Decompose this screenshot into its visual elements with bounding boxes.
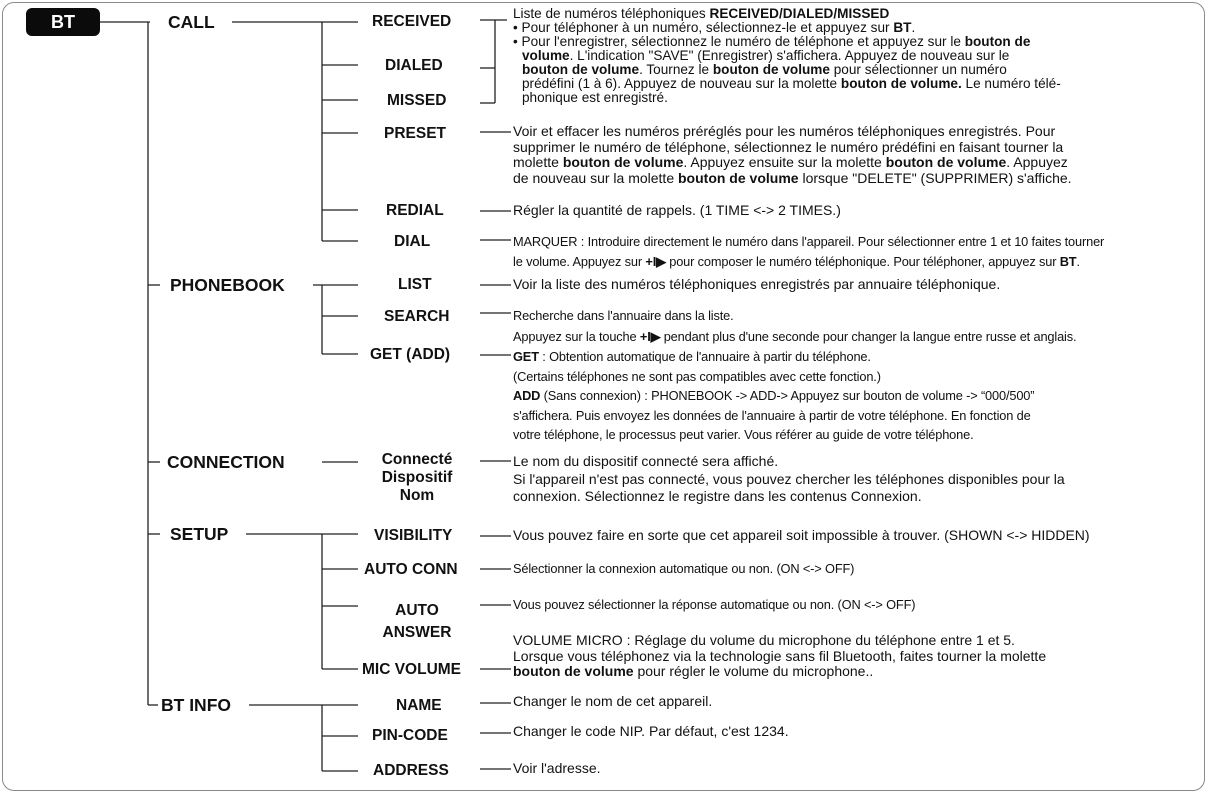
desc-get-add [513, 347, 1034, 445]
item-redial: REDIAL [386, 202, 444, 219]
desc-dial-line1: MARQUER : Introduire directement le numéro dans l'appareil. Pour sélectionner entre 1 et 10 faites tourner [513, 234, 1105, 249]
desc-dial-line2: le volume. Appuyez sur +I▶ pour composer le numéro téléphonique. Pour téléphoner, appuyez sur BT. [513, 254, 1080, 269]
desc-connection-line3: connexion. Sélectionnez le registre dans les contenus Connexion. [513, 488, 922, 504]
desc-preset-line4: de nouveau sur la molette bouton de volume lorsque "DELETE" (SUPPRIMER) s'affiche. [513, 169, 1072, 186]
desc-redial: Régler la quantité de rappels. (1 TIME <-> 2 TIMES.) [513, 202, 841, 218]
desc-mic-volume-line3: bouton de volume pour régler le volume du microphone.. [513, 663, 874, 679]
item-dialed: DIALED [385, 57, 443, 74]
desc-list: Voir la liste des numéros téléphoniques enregistrés par annuaire téléphonique. [513, 276, 1001, 292]
category-call: CALL [168, 12, 215, 32]
item-preset: PRESET [384, 125, 447, 142]
desc-address: Voir l'adresse. [513, 760, 601, 776]
desc-search [513, 305, 1076, 347]
desc-connection-line1: Le nom du dispositif connecté sera affiché. [513, 453, 779, 469]
category-bt-info: BT INFO [161, 695, 231, 715]
skip-forward-icon: +I▶ [645, 254, 666, 269]
desc-name: Changer le nom de cet appareil. [513, 693, 713, 709]
item-connected-device-name-line2: Dispositif [381, 469, 453, 486]
desc-get-add-line4: s'affichera. Puis envoyez les données de l'annuaire à partir de votre téléphone. En fonction de [513, 407, 1031, 423]
desc-get-add-line5: votre téléphone, le processus peut varier. Vous référer au guide de votre téléphone. [513, 427, 974, 443]
item-dial: DIAL [394, 233, 431, 250]
category-connection: CONNECTION [167, 452, 285, 472]
desc-call-lists-line4: volume. L'indication "SAVE" (Enregistrer) s'affichera. Appuyez de nouveau sur le [522, 48, 1010, 63]
item-received: RECEIVED [372, 13, 452, 30]
desc-get-add-line3: ADD (Sans connexion) : PHONEBOOK -> ADD-> Appuyez sur bouton de volume -> “000/500” [513, 388, 1035, 404]
desc-call-lists [513, 7, 1061, 105]
item-visibility: VISIBILITY [374, 527, 453, 544]
desc-call-lists-line1: Liste de numéros téléphoniques RECEIVED/DIALED/MISSED [513, 6, 890, 21]
item-auto-answer [362, 600, 472, 644]
desc-connection-line2: Si l'appareil n'est pas connecté, vous pouvez chercher les téléphones disponibles pour la [513, 470, 1065, 487]
item-auto-answer-line1: AUTO [395, 602, 439, 619]
item-connected-device-name [362, 451, 472, 505]
desc-auto-answer: Vous pouvez sélectionner la réponse automatique ou non. (ON <-> OFF) [513, 597, 916, 612]
desc-preset-line2: supprimer le numéro de téléphone, sélectionnez le numéro prédéfini en faisant tourner la [513, 138, 1064, 155]
desc-auto-conn: Sélectionner la connexion automatique ou non. (ON <-> OFF) [513, 561, 855, 576]
desc-search-line1: Recherche dans l'annuaire dans la liste. [513, 308, 734, 323]
desc-call-lists-line2: • Pour téléphoner à un numéro, sélectionnez-le et appuyez sur BT. [513, 20, 916, 35]
item-get-add: GET (ADD) [370, 346, 451, 363]
desc-mic-volume-line2: Lorsque vous téléphonez via la technologie sans fil Bluetooth, faites tourner la molette [513, 647, 1047, 664]
desc-mic-volume [513, 633, 1046, 680]
desc-get-add-line2: (Certains téléphones ne sont pas compatibles avec cette fonction.) [513, 368, 881, 384]
desc-connection [513, 453, 1065, 506]
desc-call-lists-line5: bouton de volume. Tournez le bouton de volume pour sélectionner un numéro [522, 62, 1007, 77]
desc-dial [513, 232, 1104, 272]
desc-preset-line3: molette bouton de volume. Appuyez ensuite sur la molette bouton de volume. Appuyez [513, 154, 1068, 170]
desc-call-lists-line7: phonique est enregistré. [522, 90, 668, 105]
item-search: SEARCH [384, 308, 450, 325]
desc-visibility: Vous pouvez faire en sorte que cet appareil soit impossible à trouver. (SHOWN <-> HIDDEN) [513, 527, 1090, 543]
category-phonebook: PHONEBOOK [170, 275, 285, 295]
item-address: ADDRESS [373, 762, 449, 779]
item-pin-code: PIN-CODE [372, 727, 448, 744]
desc-pin-code: Changer le code NIP. Par défaut, c'est 1234. [513, 723, 789, 739]
item-auto-conn: AUTO CONN [364, 561, 458, 578]
desc-call-lists-line3: • Pour l'enregistrer, sélectionnez le numéro de téléphone et appuyez sur le bouton de [513, 34, 1031, 49]
item-name: NAME [396, 697, 442, 714]
item-mic-volume: MIC VOLUME [362, 661, 462, 678]
category-setup: SETUP [170, 524, 229, 544]
item-auto-answer-line2: ANSWER [382, 624, 452, 641]
desc-call-lists-line6: prédéfini (1 à 6). Appuyez de nouveau sur la molette bouton de volume. Le numéro télé- [522, 76, 1061, 91]
item-missed: MISSED [387, 92, 447, 109]
item-connected-device-name-line1: Connecté [381, 451, 453, 468]
desc-search-line2: Appuyez sur la touche +I▶ pendant plus d'une seconde pour changer la langue entre russe et anglais. [513, 329, 1077, 344]
desc-mic-volume-line1: VOLUME MICRO : Réglage du volume du microphone du téléphone entre 1 et 5. [513, 632, 1015, 648]
item-connected-device-name-line3: Nom [399, 487, 435, 504]
root-badge: BT [26, 8, 100, 36]
desc-preset [513, 124, 1072, 186]
skip-forward-icon: +I▶ [639, 329, 661, 344]
desc-get-add-line1: GET : Obtention automatique de l'annuaire à partir du téléphone. [513, 349, 871, 364]
desc-preset-line1: Voir et effacer les numéros préréglés pour les numéros téléphoniques enregistrés. Pour [513, 123, 1056, 139]
item-list: LIST [398, 276, 432, 293]
